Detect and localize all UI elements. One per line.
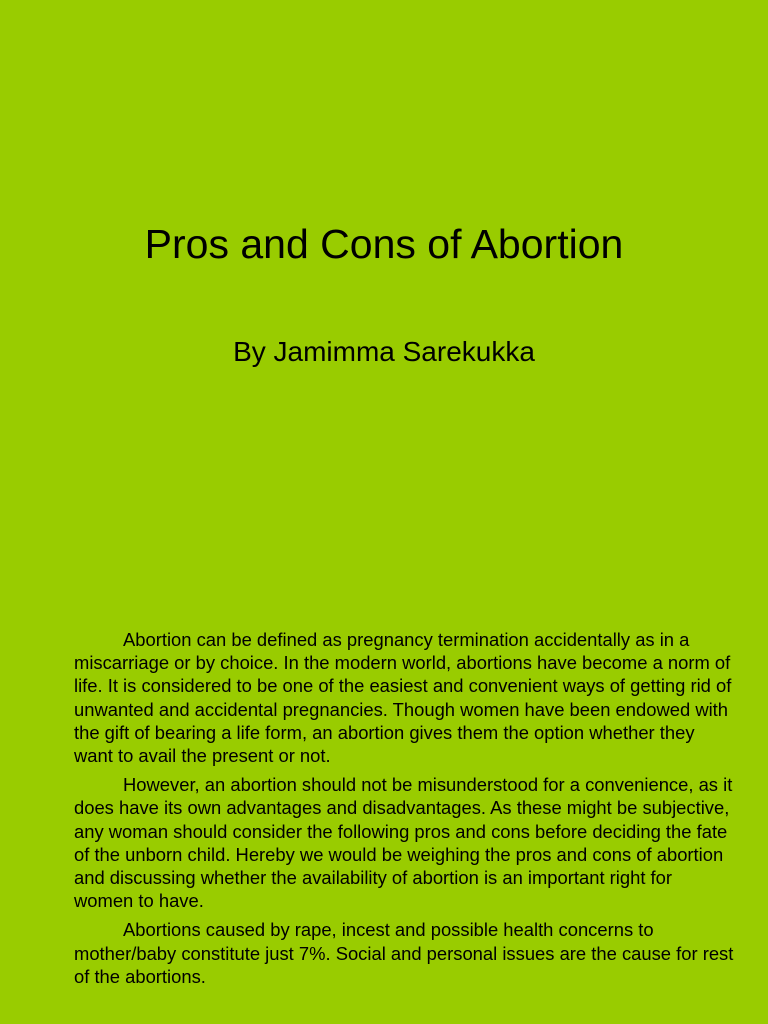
slide-title: Pros and Cons of Abortion xyxy=(144,221,624,267)
body-paragraph: However, an abortion should not be misunderstood for a convenience, as it does have its own advantages and disadvantages. As these might be subjective, any woman should consider the following pros and cons before deciding the fate of the unborn child. Hereby we would be weighing the pros and cons of abortion and discussing whether the availability of abortion is an important right for women to have. xyxy=(74,774,733,912)
body-text xyxy=(74,628,734,994)
body-paragraph: Abortions caused by rape, incest and possible health concerns to mother/baby constitute just 7%. Social and personal issues are the cause for rest of the abortions. xyxy=(74,919,734,987)
body-paragraph: Abortion can be defined as pregnancy termination accidentally as in a miscarriage or by choice. In the modern world, abortions have become a norm of life. It is considered to be one of the easiest and convenient ways of getting rid of unwanted and accidental pregnancies. Though women have been endowed with the gift of bearing a life form, an abortion gives them the option whether they want to avail the present or not. xyxy=(74,629,732,767)
author-byline: By Jamimma Sarekukka xyxy=(233,336,535,367)
